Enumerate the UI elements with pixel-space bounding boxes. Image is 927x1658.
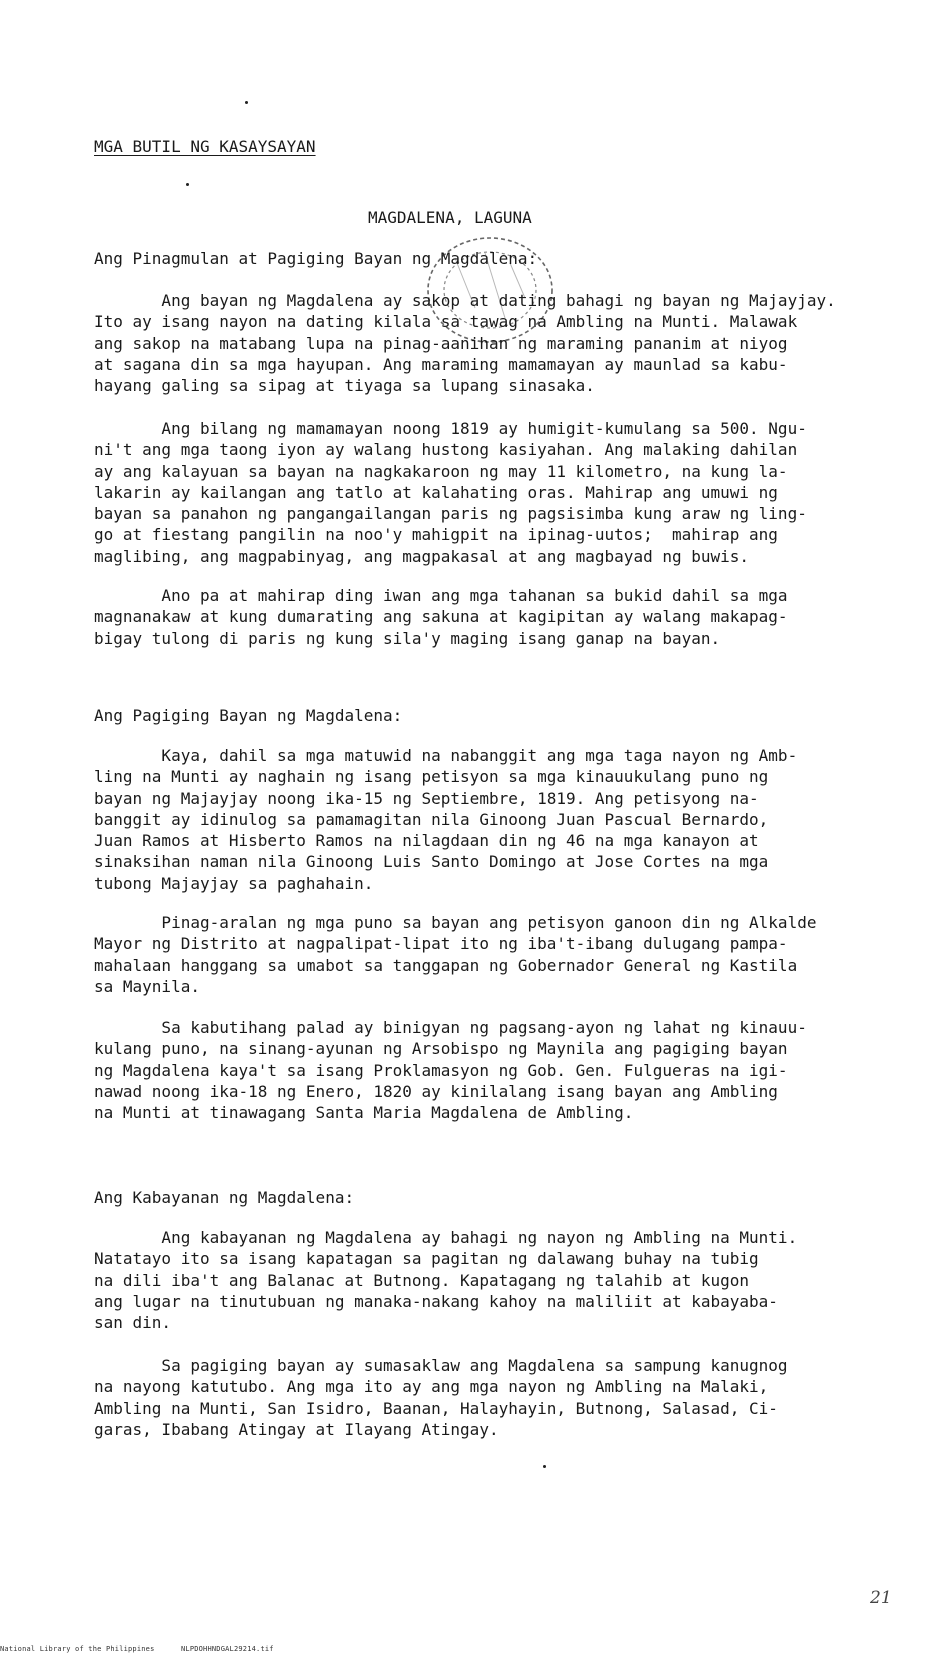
- place-heading: MAGDALENA, LAGUNA: [368, 208, 532, 227]
- section-heading-3: Ang Kabayanan ng Magdalena:: [94, 1188, 355, 1207]
- section-heading-2: Ang Pagiging Bayan ng Magdalena:: [94, 706, 403, 725]
- paragraph-1-2: Ang bilang ng mamamayan noong 1819 ay humigit-kumulang sa 500. Ngu- ni't ang mga taong iyon ay walang hustong kasiyahan. Ang malaking dahilan ay ang kalayuan sa bayan na nagkakaroon ng may 11 kilometro, na kung la- lakarin ay kailangan ang tatlo at kalahating oras. Mahirap ang umuwi ng bayan sa panahon ng pangangailangan paris ng pagsisimba kung araw ng ling- go at fiestang pangilin na noo'y mahigpit na ipinag-uutos; mahirap ang maglibing, ang magpabinyag, ang magpakasal at ang magbayad ng buwis.: [94, 419, 807, 566]
- paragraph-3-1: Ang kabayanan ng Magdalena ay bahagi ng nayon ng Ambling na Munti. Natatayo ito sa isang kapatagan sa pagitan ng dalawang buhay na tubig na dili iba't ang Balanac at Butnong. Kapatagang ng talahib at kugon ang lugar na tinutubuan ng manaka-nakang kahoy na maliliit at kabayaba- san din.: [94, 1228, 798, 1333]
- speck: [186, 183, 189, 186]
- series-title: MGA BUTIL NG KASAYSAYAN: [94, 137, 316, 156]
- paragraph-2-3: Sa kabutihang palad ay binigyan ng pagsang-ayon ng lahat ng kinauu- kulang puno, na sinang-ayunan ng Arsobispo ng Maynila ang pagiging bayan ng Magdalena kaya't sa isang Proklamasyon ng Gob. Gen. Fulgueras na igi- nawad noong ika-18 ng Enero, 1820 ay kinilalang isang bayan ang Ambling na Munti at tinawagang Santa Maria Magdalena de Ambling.: [94, 1018, 807, 1123]
- paragraph-2-1: Kaya, dahil sa mga matuwid na nabanggit ang mga taga nayon ng Amb- ling na Munti ay naghain ng isang petisyon sa mga kinauukulang puno ng bayan ng Majayjay noong ika-15 ng Septiembre, 1819. Ang petisyong na- banggit ay idinulog sa pamamagitan nila Ginoong Juan Pascual Bernardo, Juan Ramos at Hisberto Ramos na nilagdaan din ng 46 na mga kanayon at sinaksihan naman nila Ginoong Luis Santo Domingo at Jose Cortes na mga tubong Majayjay sa paghahain.: [94, 746, 798, 893]
- page-number: 21: [870, 1588, 892, 1608]
- paragraph-1-1: Ang bayan ng Magdalena ay sakop at dating bahagi ng bayan ng Majayjay. Ito ay isang nayon na dating kilala sa tawag na Ambling na Munti. Malawak ang sakop na matabang lupa na pinag-aanihan ng maraming pananim at niyog at sagana din sa mga hayupan. Ang maraming mamamayan ay maunlad sa kabu- hayang galing sa sipag at tiyaga sa lupang sinasaka.: [94, 291, 836, 396]
- paragraph-2-2: Pinag-aralan ng mga puno sa bayan ang petisyon ganoon din ng Alkalde Mayor ng Distrito at nagpalipat-lipat ito ng iba't-ibang dulugang pampa- mahalaan hanggang sa umabot sa tanggapan ng Gobernador General ng Kastila sa Maynila.: [94, 913, 817, 996]
- paragraph-1-3: Ano pa at mahirap ding iwan ang mga tahanan sa bukid dahil sa mga magnanakaw at kung dumarating ang sakuna at kagipitan ay walang makapag- bigay tulong di paris ng kung sila'y maging isang ganap na bayan.: [94, 586, 788, 648]
- speck: [245, 101, 248, 104]
- section-heading-1: Ang Pinagmulan at Pagiging Bayan ng Magdalena:: [94, 249, 538, 268]
- paragraph-3-2: Sa pagiging bayan ay sumasaklaw ang Magdalena sa sampung kanugnog na nayong katutubo. Ang mga ito ay ang mga nayon ng Ambling na Malaki, Ambling na Munti, San Isidro, Baanan, Halayhayin, Butnong, Salasad, Ci- garas, Ibabang Atingay at Ilayang Atingay.: [94, 1356, 788, 1439]
- scan-footer: National Library of the Philippines NLPDOHHNDGAL29214.tif: [0, 1645, 274, 1653]
- speck: [543, 1465, 546, 1468]
